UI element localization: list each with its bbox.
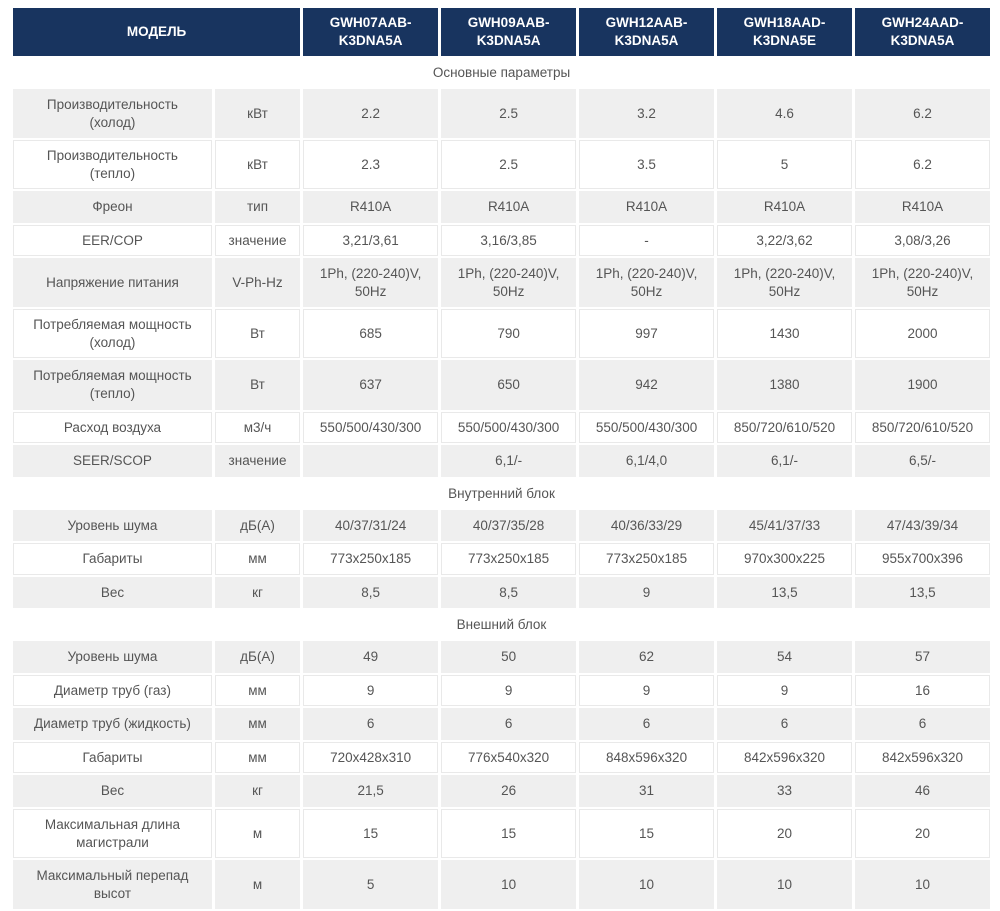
row-value-model-4: 1Ph, (220-240)V, 50Hz [717,258,852,307]
row-label: Диаметр труб (жидкость) [13,708,212,740]
row-value-model-5: 2000 [855,309,990,358]
table-header [13,8,990,56]
row-value-model-1: 21,5 [303,775,438,807]
column-header-model-1 [303,8,438,56]
row-label: Уровень шума [13,510,212,542]
row-value-model-3: R410A [579,191,714,223]
column-header-model-5 [855,8,990,56]
table-row [13,510,990,542]
table-row [13,675,990,707]
row-value-model-4: 6 [717,708,852,740]
row-value-model-4: 20 [717,809,852,858]
model-name-line: GWH09AAB- [467,15,550,31]
row-value-model-4: 5 [717,140,852,189]
row-label: Вес [13,577,212,609]
section-header-row-1 [13,479,990,508]
row-value-model-2: 50 [441,641,576,673]
model-name-line: GWH24AAD- [881,15,964,31]
row-value-model-4: 45/41/37/33 [717,510,852,542]
row-value-model-1: 15 [303,809,438,858]
row-unit: кг [215,577,300,609]
row-value-model-3: 3.2 [579,89,714,138]
row-unit: значение [215,225,300,257]
row-value-model-5: 57 [855,641,990,673]
row-value-model-1: 2.3 [303,140,438,189]
row-value-model-1: R410A [303,191,438,223]
row-unit: мм [215,708,300,740]
row-unit: м3/ч [215,412,300,444]
row-unit: мм [215,742,300,774]
row-label: Габариты [13,742,212,774]
row-value-model-1: 637 [303,360,438,409]
table-row [13,775,990,807]
row-value-model-4: 4.6 [717,89,852,138]
row-value-model-2: 650 [441,360,576,409]
row-value-model-3: 550/500/430/300 [579,412,714,444]
row-value-model-2: 9 [441,675,576,707]
row-value-model-3: 6,1/4,0 [579,445,714,477]
row-value-model-3: 1Ph, (220-240)V, 50Hz [579,258,714,307]
row-value-model-3: 9 [579,577,714,609]
model-name-line: GWH12AAB- [605,15,688,31]
row-value-model-4: 33 [717,775,852,807]
table-row [13,860,990,909]
section-title: Внешний блок [13,610,990,639]
row-value-model-1: 685 [303,309,438,358]
table-row [13,89,990,138]
table-row [13,412,990,444]
column-header-model-3 [579,8,714,56]
row-value-model-3: 15 [579,809,714,858]
row-unit: дБ(А) [215,641,300,673]
header-row [13,8,990,56]
row-value-model-4: 970x300x225 [717,543,852,575]
row-label: Уровень шума [13,641,212,673]
section-header-row-0 [13,58,990,87]
table-row [13,641,990,673]
row-unit: мм [215,543,300,575]
row-value-model-5: 6.2 [855,89,990,138]
row-value-model-2: 15 [441,809,576,858]
row-value-model-5: 6,5/- [855,445,990,477]
row-value-model-3: 31 [579,775,714,807]
row-value-model-5: 10 [855,860,990,909]
row-value-model-3: 9 [579,675,714,707]
row-value-model-1: 2.2 [303,89,438,138]
row-value-model-5: 13,5 [855,577,990,609]
row-value-model-5: 47/43/39/34 [855,510,990,542]
row-value-model-4: 3,22/3,62 [717,225,852,257]
row-value-model-4: 54 [717,641,852,673]
spec-table-body [13,58,990,909]
row-unit: кВт [215,89,300,138]
table-row [13,742,990,774]
table-row [13,543,990,575]
row-unit: значение [215,445,300,477]
table-row [13,258,990,307]
row-label: Максимальная длина магистрали [13,809,212,858]
row-value-model-4: 1380 [717,360,852,409]
row-value-model-5: 842x596x320 [855,742,990,774]
section-title: Внутренний блок [13,479,990,508]
row-value-model-1: 3,21/3,61 [303,225,438,257]
row-unit: кг [215,775,300,807]
row-value-model-4: 850/720/610/520 [717,412,852,444]
row-label: Производительность (холод) [13,89,212,138]
row-value-model-5: 1900 [855,360,990,409]
row-value-model-2: 773x250x185 [441,543,576,575]
row-value-model-5: 20 [855,809,990,858]
table-row [13,809,990,858]
row-label: Максимальный перепад высот [13,860,212,909]
row-unit: V-Ph-Hz [215,258,300,307]
row-value-model-2: R410A [441,191,576,223]
table-row [13,577,990,609]
row-value-model-1: 8,5 [303,577,438,609]
row-label: Напряжение питания [13,258,212,307]
row-unit: тип [215,191,300,223]
row-value-model-5: 6 [855,708,990,740]
model-name-line: K3DNA5E [753,33,817,48]
row-value-model-2: 550/500/430/300 [441,412,576,444]
row-value-model-3: 997 [579,309,714,358]
row-value-model-2: 1Ph, (220-240)V, 50Hz [441,258,576,307]
row-label: Потребляемая мощность (тепло) [13,360,212,409]
model-name-line: K3DNA5A [338,33,403,48]
row-value-model-1: 9 [303,675,438,707]
table-row [13,360,990,409]
row-value-model-1: 720x428x310 [303,742,438,774]
row-value-model-1: 550/500/430/300 [303,412,438,444]
row-value-model-5: 955x700x396 [855,543,990,575]
row-value-model-2: 10 [441,860,576,909]
row-label: Фреон [13,191,212,223]
row-value-model-1: 6 [303,708,438,740]
row-value-model-4: R410A [717,191,852,223]
row-value-model-3: - [579,225,714,257]
row-value-model-3: 6 [579,708,714,740]
section-header-row-2 [13,610,990,639]
row-unit: Вт [215,309,300,358]
row-value-model-2: 3,16/3,85 [441,225,576,257]
row-value-model-4: 9 [717,675,852,707]
row-value-model-5: R410A [855,191,990,223]
row-label: EER/COP [13,225,212,257]
row-value-model-3: 773x250x185 [579,543,714,575]
row-value-model-2: 8,5 [441,577,576,609]
model-name-line: K3DNA5A [476,33,541,48]
row-unit: Вт [215,360,300,409]
row-value-model-5: 1Ph, (220-240)V, 50Hz [855,258,990,307]
row-value-model-1: 5 [303,860,438,909]
row-label: Диаметр труб (газ) [13,675,212,707]
row-value-model-5: 16 [855,675,990,707]
row-unit: дБ(А) [215,510,300,542]
row-value-model-1 [303,445,438,477]
row-value-model-2: 790 [441,309,576,358]
row-value-model-5: 850/720/610/520 [855,412,990,444]
row-unit: м [215,809,300,858]
model-name-line: K3DNA5A [890,33,955,48]
column-header-model: МОДЕЛЬ [13,8,300,56]
row-value-model-1: 49 [303,641,438,673]
row-label: Производительность (тепло) [13,140,212,189]
row-value-model-4: 842x596x320 [717,742,852,774]
row-value-model-3: 10 [579,860,714,909]
table-row [13,445,990,477]
row-value-model-1: 40/37/31/24 [303,510,438,542]
column-header-model-4 [717,8,852,56]
row-unit: мм [215,675,300,707]
row-value-model-2: 2.5 [441,140,576,189]
row-value-model-1: 1Ph, (220-240)V, 50Hz [303,258,438,307]
row-value-model-4: 13,5 [717,577,852,609]
row-value-model-4: 1430 [717,309,852,358]
row-value-model-2: 776x540x320 [441,742,576,774]
row-value-model-5: 46 [855,775,990,807]
row-value-model-3: 40/36/33/29 [579,510,714,542]
row-value-model-1: 773x250x185 [303,543,438,575]
row-label: Вес [13,775,212,807]
row-value-model-2: 26 [441,775,576,807]
row-value-model-3: 848x596x320 [579,742,714,774]
row-label: SEER/SCOP [13,445,212,477]
column-header-model-2 [441,8,576,56]
model-name-line: K3DNA5A [614,33,679,48]
row-label: Габариты [13,543,212,575]
model-name-line: GWH18AAD- [743,15,826,31]
row-value-model-5: 6.2 [855,140,990,189]
row-value-model-5: 3,08/3,26 [855,225,990,257]
row-unit: м [215,860,300,909]
model-name-line: GWH07AAB- [329,15,412,31]
table-row [13,191,990,223]
table-row [13,708,990,740]
row-value-model-4: 6,1/- [717,445,852,477]
table-row [13,140,990,189]
row-value-model-2: 6,1/- [441,445,576,477]
row-unit: кВт [215,140,300,189]
spec-table [10,6,993,911]
row-value-model-2: 2.5 [441,89,576,138]
row-label: Расход воздуха [13,412,212,444]
section-title: Основные параметры [13,58,990,87]
row-value-model-3: 62 [579,641,714,673]
row-value-model-4: 10 [717,860,852,909]
table-row [13,309,990,358]
table-row [13,225,990,257]
row-label: Потребляемая мощность (холод) [13,309,212,358]
row-value-model-2: 40/37/35/28 [441,510,576,542]
row-value-model-3: 3.5 [579,140,714,189]
row-value-model-2: 6 [441,708,576,740]
row-value-model-3: 942 [579,360,714,409]
